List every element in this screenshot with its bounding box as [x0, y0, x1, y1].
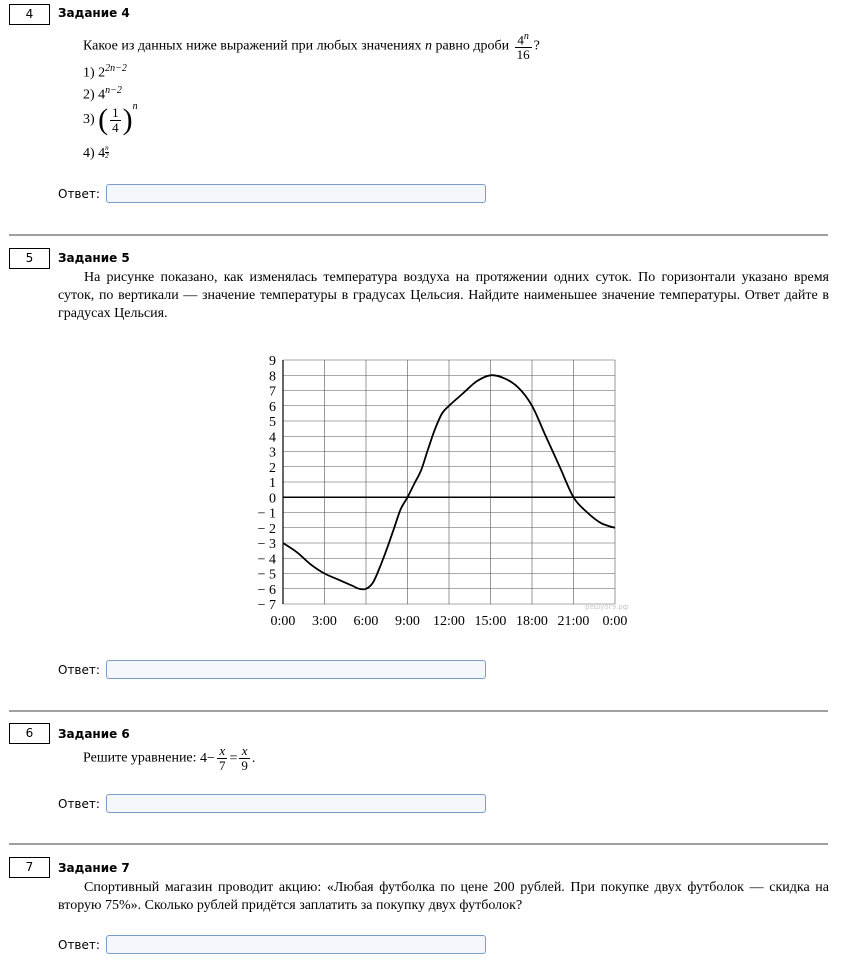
y-tick-label: − 1: [257, 506, 276, 522]
separator: [9, 710, 828, 712]
watermark: решуогэ.рф: [585, 603, 629, 611]
y-tick-label: 3: [269, 445, 276, 461]
answer-input-6[interactable]: [106, 794, 486, 813]
task-number: 7: [9, 857, 50, 878]
equation: 4− $\frac{x}{7}$ = $\frac{x}{9}$ .: [200, 743, 256, 773]
chart-grid: [283, 360, 615, 604]
x-tick-label: 9:00: [395, 614, 420, 629]
task-4: [0, 0, 863, 235]
x-tick-label: 0:00: [602, 614, 628, 629]
y-tick-label: 2: [269, 460, 276, 476]
task-6: [0, 722, 863, 842]
y-tick-label: 9: [269, 354, 276, 369]
task-number: 6: [9, 723, 50, 744]
y-tick-label: 7: [269, 384, 276, 400]
y-tick-label: − 2: [257, 521, 276, 537]
x-tick-label: 21:00: [557, 614, 590, 629]
y-tick-label: − 4: [257, 552, 276, 568]
answer-input-7[interactable]: [106, 935, 486, 954]
answer-input-5[interactable]: [106, 660, 486, 679]
x-tick-label: 3:00: [312, 614, 337, 629]
y-tick-label: 8: [269, 369, 276, 385]
x-tick-label: 18:00: [516, 614, 548, 629]
option-4: 4) 4 $\frac{n}{2}$: [83, 144, 109, 161]
question-fraction: $\frac{4^n}{16}$: [516, 31, 530, 63]
temperature-chart: [250, 345, 650, 635]
task-number: 5: [9, 248, 50, 269]
y-tick-label: 5: [269, 415, 276, 430]
task-7: [0, 855, 863, 962]
x-tick-label: 6:00: [353, 614, 379, 629]
question-text: На рисунке показано, как изменялась температура воздуха на протяжении одних суток. По горизонтали указано время суток, по вертикали — значение температуры в градусах Цельсия. Найдите наименьшее значение температуры. Ответ дайте в градусах Цельсия.: [58, 270, 829, 321]
y-tick-label: 0: [269, 491, 276, 507]
option-3: 3) ( $\frac{1}{4}$ )$^n$: [83, 101, 138, 136]
answer-label: Ответ:: [58, 187, 100, 201]
task-title: Задание 5: [58, 251, 130, 265]
answer-label: Ответ:: [58, 938, 100, 952]
question-text: Решите уравнение: 4− $\frac{x}{7}$ = $\frac{x}{9}$ .: [83, 743, 256, 773]
task-title: Задание 7: [58, 861, 130, 875]
task-number: 4: [9, 4, 50, 25]
y-tick-label: − 5: [257, 567, 276, 583]
task-title: Задание 6: [58, 727, 130, 741]
x-tick-label: 15:00: [474, 614, 507, 629]
answer-label: Ответ:: [58, 663, 100, 677]
y-tick-label: − 3: [257, 537, 276, 552]
question-text: Какое из данных ниже выражений при любых значениях n равно дроби $\frac{4^n}{16}$ ?: [83, 31, 540, 63]
y-tick-label: 6: [269, 399, 276, 415]
y-tick-label: − 6: [257, 582, 276, 598]
x-tick-label: 12:00: [433, 614, 465, 629]
y-tick-label: 4: [269, 430, 276, 446]
option-1: 1) $2^{2n-2}$: [83, 63, 127, 81]
separator: [9, 843, 828, 845]
y-tick-labels: [258, 354, 276, 613]
answer-input-4[interactable]: [106, 184, 486, 203]
question-text: Спортивный магазин проводит акцию: «Любая футболка по цене 200 рублей. При покупке двух футболок — скидка на вторую 75%». Сколько рублей придётся заплатить за покупку двух футболок?: [58, 880, 829, 913]
answer-label: Ответ:: [58, 797, 100, 811]
task-5: [0, 247, 863, 709]
task-title: Задание 4: [58, 6, 130, 20]
x-tick-label: 0:00: [270, 614, 296, 629]
separator: [9, 234, 828, 236]
option-2: 2) $4^{n-2}$: [83, 85, 122, 103]
y-tick-label: − 7: [257, 598, 276, 613]
x-tick-labels: [271, 614, 628, 629]
y-tick-label: 1: [269, 476, 276, 491]
